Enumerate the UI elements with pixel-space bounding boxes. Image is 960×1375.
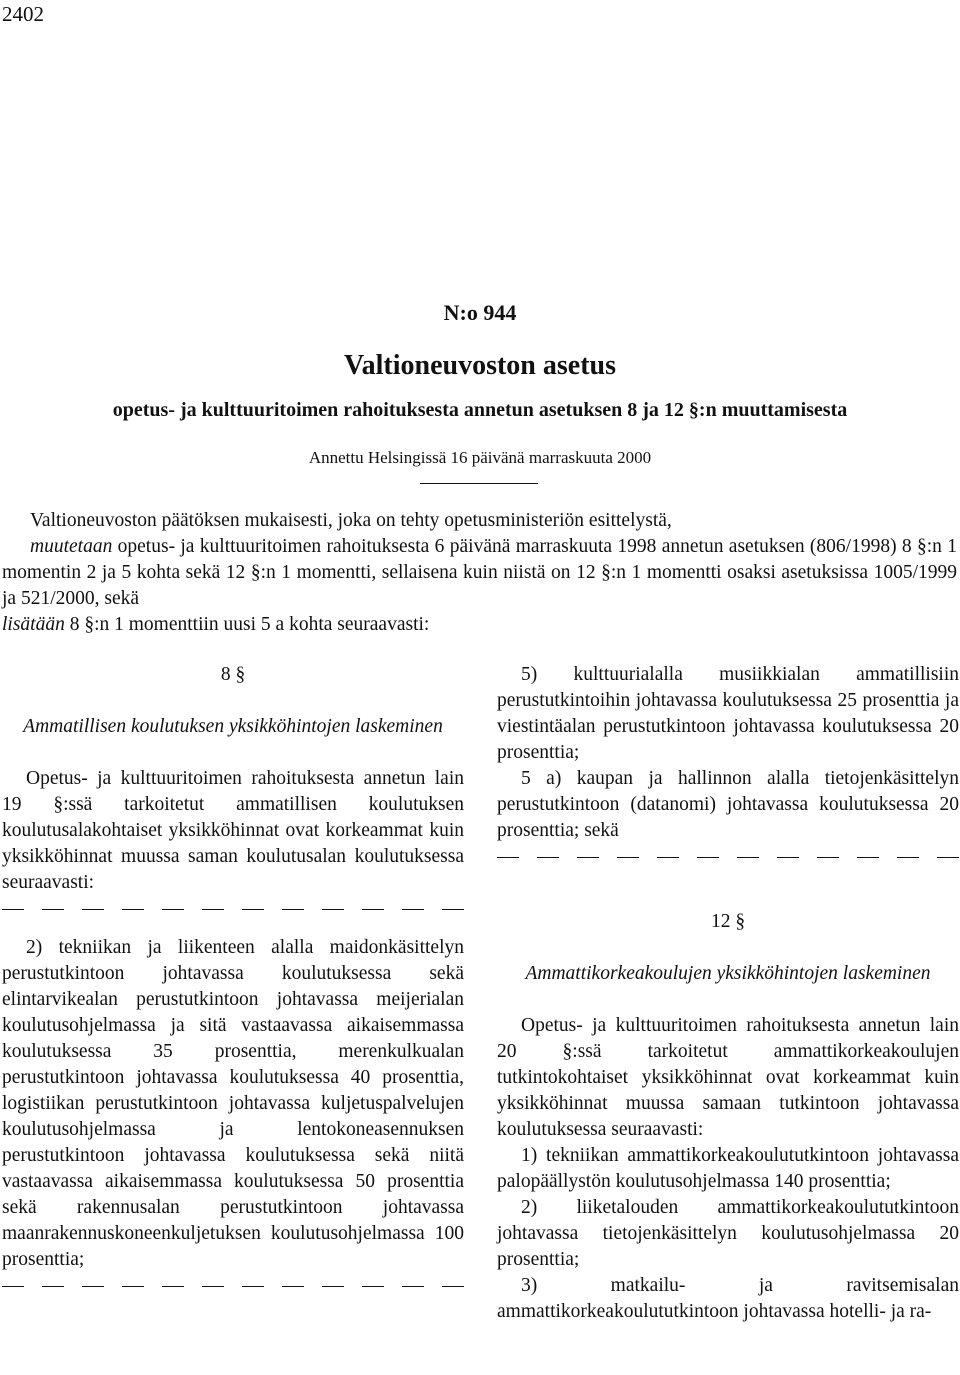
section-12-item-2: 2) liiketalouden ammattikorkeakoulututkintoon johtavassa tietojenkäsittelyn koulutusohjelmassa 20 prosenttia;: [497, 1197, 959, 1270]
preamble-add-text: 8 §:n 1 momenttiin uusi 5 a kohta seuraavasti:: [64, 614, 430, 635]
section-8-item-2: 2) tekniikan ja liikenteen alalla maidonkäsittelyn perustutkintoon johtavassa koulutuksessa sekä elintarvikealan perustutkintoon johtavassa meijerialan koulutusohjelmassa ja sitä vastaavassa aikaisemmassa koulutuksessa 35 prosenttia, merenkulkualan perustutkintoon johtavassa koulutuksessa 40 prosenttia, logistiikan perustutkintoon johtavassa kuljetuspalvelujen koulutusohjelmassa ja lentokoneasennuksen perustutkintoon johtavassa koulutuksessa sekä niitä vastaavassa aikaisemmassa koulutuksessa 50 prosenttia sekä rakennusalan perustutkintoon johtavassa maanrakennuskoneenkuljetuksen koulutusohjelmassa 100 prosenttia;: [2, 937, 464, 1270]
omission-dashes: [2, 896, 464, 922]
omission-dashes: [2, 1273, 464, 1299]
section-8-item-5a: 5 a) kaupan ja hallinnon alalla tietojenkäsittelyn perustutkintoon (datanomi) johtavassa koulutuksessa 20 prosenttia; sekä: [497, 768, 959, 841]
preamble-intro: Valtioneuvoston päätöksen mukaisesti, joka on tehty opetusministeriön esittelystä,: [30, 510, 672, 531]
section-12-intro: Opetus- ja kulttuuritoimen rahoituksesta annetun lain 20 §:ssä tarkoitetut ammattikorkeakoulujen tutkintokohtaiset yksikköhinnat ovat korkeammat kuin yksikköhinnat muussa samaan tutkintoon johtavassa koulutuksessa seuraavasti:: [497, 1015, 959, 1140]
section-12-title: Ammattikorkeakoulujen yksikköhintojen laskeminen: [525, 963, 931, 984]
preamble-amend-text: opetus- ja kulttuuritoimen rahoituksesta 6 päivänä marraskuuta 1998 annetun asetuksen (806/1998) 8 §:n 1 momentin 2 ja 5 kohta sekä 12 §:n 1 momentti, sellaisena kuin niistä on 12 §:n 1 momentti osaksi asetuksissa 1005/1999 ja 521/2000, sekä: [2, 536, 957, 609]
section-12-number: 12 §: [710, 911, 746, 932]
preamble: [2, 508, 957, 638]
document-title: Valtioneuvoston asetus: [343, 350, 616, 381]
title-divider: [420, 483, 538, 484]
omission-dashes: [497, 844, 959, 870]
preamble-add: [2, 612, 957, 638]
document-subtitle: opetus- ja kulttuuritoimen rahoituksesta annetun asetuksen 8 ja 12 §:n muuttamisesta: [112, 399, 848, 421]
section-8-item-5: 5) kulttuurialalla musiikkialan ammatillisiin perustutkintoihin johtavassa koulutuksessa 25 prosenttia ja viestintäalan perustutkintoon johtavassa koulutuksessa 20 prosenttia;: [497, 664, 959, 763]
left-column: [2, 662, 464, 1299]
section-8-number: 8 §: [220, 664, 246, 685]
right-column: [497, 662, 959, 1325]
verb-amend: muutetaan: [30, 536, 113, 557]
section-8-intro: Opetus- ja kulttuuritoimen rahoituksesta annetun lain 19 §:ssä tarkoitetut ammatillisen koulutuksen koulutusalakohtaiset yksikköhinnat ovat korkeammat kuin yksikköhinnat muussa saman koulutusalan koulutuksessa seuraavasti:: [2, 768, 464, 893]
section-12-item-1: 1) tekniikan ammattikorkeakoulututkintoon johtavassa palopäällystön koulutusohjelmassa 140 prosenttia;: [497, 1145, 959, 1192]
page-number: 2402: [2, 2, 44, 26]
section-8-title: Ammatillisen koulutuksen yksikköhintojen laskeminen: [23, 716, 443, 737]
verb-add: lisätään: [2, 614, 65, 635]
statute-number: N:o 944: [443, 300, 517, 325]
preamble-amend: [2, 534, 957, 612]
section-12-item-3: 3) matkailu- ja ravitsemisalan ammattikorkeakoulututkintoon johtavassa hotelli- ja ra-: [497, 1275, 959, 1322]
issued-line: Annettu Helsingissä 16 päivänä marraskuuta 2000: [308, 448, 652, 467]
